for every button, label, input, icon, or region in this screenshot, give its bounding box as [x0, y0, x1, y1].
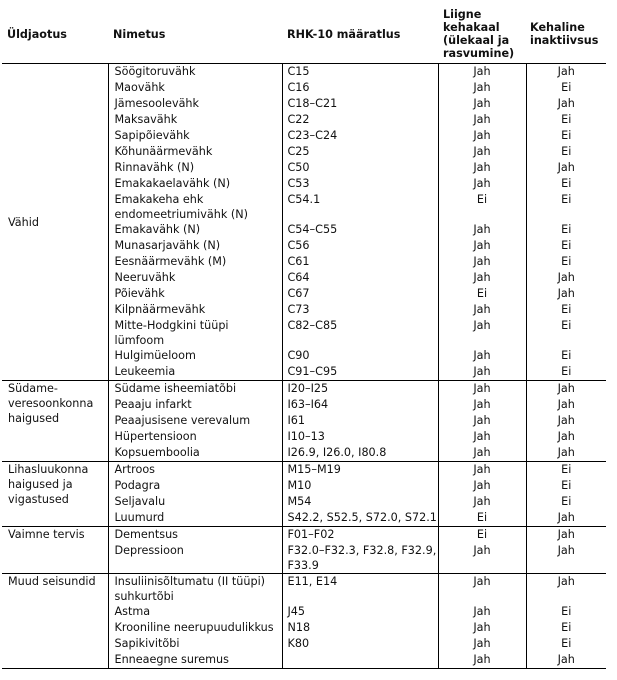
icd10-code-cell: C61	[282, 254, 438, 270]
overweight-value-cell: Jah	[438, 652, 526, 669]
inactivity-value-cell: Jah	[526, 270, 606, 286]
overweight-value-cell: Jah	[438, 478, 526, 494]
inactivity-value-cell: Jah	[526, 381, 606, 398]
inactivity-value-cell: Ei	[526, 128, 606, 144]
icd10-code-cell: C22	[282, 112, 438, 128]
inactivity-value-cell: Ei	[526, 494, 606, 510]
icd10-code-cell: C25	[282, 144, 438, 160]
disease-name-cell: Dementsus	[108, 527, 282, 544]
header-overweight-line-4: rasvumine)	[443, 47, 515, 60]
inactivity-value-cell: Jah	[526, 286, 606, 302]
inactivity-value-cell: Jah	[526, 652, 606, 669]
overweight-value-cell: Jah	[438, 364, 526, 381]
overweight-value-cell: Jah	[438, 445, 526, 462]
disease-name-cell: Rinnavähk (N)	[108, 160, 282, 176]
disease-name-cell: Enneaegne suremus	[108, 652, 282, 669]
inactivity-value-cell: Ei	[526, 192, 606, 222]
icd10-code-cell: C73	[282, 302, 438, 318]
disease-name-cell: Mitte-Hodgkini tüüpi lümfoom	[108, 318, 282, 348]
overweight-value-cell: Jah	[438, 144, 526, 160]
category-cell: Muud seisundid	[2, 574, 108, 669]
disease-name-cell: Insuliinisõltumatu (II tüüpi) suhkurtõbi	[108, 574, 282, 605]
disease-name-cell: Seljavalu	[108, 494, 282, 510]
overweight-value-cell: Ei	[438, 192, 526, 222]
overweight-value-cell: Jah	[438, 381, 526, 398]
inactivity-value-cell: Jah	[526, 64, 606, 81]
icd10-code-cell: I26.9, I26.0, I80.8	[282, 445, 438, 462]
icd10-code-cell: C16	[282, 80, 438, 96]
table-row	[2, 574, 606, 605]
disease-name-cell: Leukeemia	[108, 364, 282, 381]
disease-name-cell: Südame isheemiatõbi	[108, 381, 282, 398]
inactivity-value-cell: Ei	[526, 80, 606, 96]
icd10-code-cell: M10	[282, 478, 438, 494]
icd10-code-cell: I20–I25	[282, 381, 438, 398]
overweight-value-cell: Jah	[438, 270, 526, 286]
overweight-value-cell: Jah	[438, 254, 526, 270]
overweight-value-cell: Jah	[438, 80, 526, 96]
overweight-value-cell: Jah	[438, 160, 526, 176]
icd10-code-cell: C53	[282, 176, 438, 192]
icd10-code-cell: C18–C21	[282, 96, 438, 112]
inactivity-value-cell: Jah	[526, 543, 606, 574]
category-cell: Vaimne tervis	[2, 527, 108, 574]
overweight-value-cell: Jah	[438, 429, 526, 445]
inactivity-value-cell: Jah	[526, 527, 606, 544]
inactivity-value-cell: Ei	[526, 302, 606, 318]
disease-name-cell: Sapipõievähk	[108, 128, 282, 144]
inactivity-value-cell: Ei	[526, 364, 606, 381]
disease-name-cell: Maovähk	[108, 80, 282, 96]
inactivity-value-cell: Ei	[526, 462, 606, 479]
inactivity-value-cell: Ei	[526, 222, 606, 238]
disease-name-cell: Hüpertensioon	[108, 429, 282, 445]
table-row	[2, 381, 606, 398]
overweight-value-cell: Jah	[438, 636, 526, 652]
overweight-value-cell: Ei	[438, 510, 526, 527]
icd10-code-cell: K80	[282, 636, 438, 652]
header-row	[2, 5, 606, 64]
risk-factor-table	[2, 5, 606, 669]
icd10-code-cell: C82–C85	[282, 318, 438, 348]
icd10-code-cell: S42.2, S52.5, S72.0, S72.1	[282, 510, 438, 527]
disease-name-cell: Emakavähk (N)	[108, 222, 282, 238]
inactivity-value-cell: Ei	[526, 112, 606, 128]
table-body	[2, 64, 606, 669]
overweight-value-cell: Jah	[438, 348, 526, 364]
disease-name-cell: Peaaju infarkt	[108, 397, 282, 413]
inactivity-value-cell: Ei	[526, 348, 606, 364]
overweight-value-cell: Jah	[438, 302, 526, 318]
overweight-value-cell: Ei	[438, 527, 526, 544]
header-overweight-line-2: kehakaal	[443, 21, 500, 34]
icd10-code-cell	[282, 652, 438, 669]
inactivity-value-cell: Jah	[526, 397, 606, 413]
disease-name-cell: Söögitoruvähk	[108, 64, 282, 81]
category-cell: Lihasluukonna haigused ja vigastused	[2, 462, 108, 527]
overweight-value-cell: Jah	[438, 574, 526, 605]
header-inactivity	[526, 5, 606, 64]
overweight-value-cell: Jah	[438, 494, 526, 510]
inactivity-value-cell: Jah	[526, 160, 606, 176]
disease-name-cell: Maksavähk	[108, 112, 282, 128]
inactivity-value-cell: Jah	[526, 510, 606, 527]
inactivity-value-cell: Ei	[526, 144, 606, 160]
inactivity-value-cell: Ei	[526, 254, 606, 270]
icd10-code-cell: F32.0–F32.3, F32.8, F32.9, F33.9	[282, 543, 438, 574]
inactivity-value-cell: Ei	[526, 176, 606, 192]
icd10-code-cell: C67	[282, 286, 438, 302]
header-inactivity-line-2: inaktiivsus	[530, 34, 599, 47]
disease-name-cell: Peaajusisene verevalum	[108, 413, 282, 429]
header-overweight	[438, 5, 526, 64]
disease-name-cell: Astma	[108, 604, 282, 620]
header-icd10: RHK-10 määratlus	[282, 5, 438, 64]
overweight-value-cell: Jah	[438, 318, 526, 348]
inactivity-value-cell: Jah	[526, 445, 606, 462]
icd10-code-cell: C64	[282, 270, 438, 286]
inactivity-value-cell: Ei	[526, 238, 606, 254]
overweight-value-cell: Jah	[438, 397, 526, 413]
disease-name-cell: Kõhunäärmevähk	[108, 144, 282, 160]
disease-name-cell: Põievähk	[108, 286, 282, 302]
icd10-code-cell: I63–I64	[282, 397, 438, 413]
overweight-value-cell: Jah	[438, 238, 526, 254]
overweight-value-cell: Jah	[438, 222, 526, 238]
overweight-value-cell: Jah	[438, 64, 526, 81]
overweight-value-cell: Jah	[438, 176, 526, 192]
disease-name-cell: Hulgimüeloom	[108, 348, 282, 364]
overweight-value-cell: Jah	[438, 112, 526, 128]
header-overweight-line-1: Liigne	[443, 8, 482, 21]
icd10-code-cell: N18	[282, 620, 438, 636]
icd10-code-cell: C23–C24	[282, 128, 438, 144]
header-overweight-line-3: (ülekaal ja	[443, 34, 510, 47]
table-row	[2, 64, 606, 81]
disease-name-cell: Kilpnäärmevähk	[108, 302, 282, 318]
inactivity-value-cell: Jah	[526, 96, 606, 112]
header-inactivity-line-1: Kehaline	[530, 21, 585, 34]
disease-name-cell: Emakakaelavähk (N)	[108, 176, 282, 192]
icd10-code-cell: I61	[282, 413, 438, 429]
overweight-value-cell: Jah	[438, 620, 526, 636]
overweight-value-cell: Jah	[438, 128, 526, 144]
inactivity-value-cell: Ei	[526, 620, 606, 636]
table-row	[2, 462, 606, 479]
overweight-value-cell: Jah	[438, 543, 526, 574]
icd10-code-cell: E11, E14	[282, 574, 438, 605]
overweight-value-cell: Jah	[438, 462, 526, 479]
icd10-code-cell: C91–C95	[282, 364, 438, 381]
inactivity-value-cell: Jah	[526, 413, 606, 429]
disease-name-cell: Krooniline neerupuudulikkus	[108, 620, 282, 636]
icd10-code-cell: F01–F02	[282, 527, 438, 544]
overweight-value-cell: Jah	[438, 604, 526, 620]
disease-name-cell: Sapikivitõbi	[108, 636, 282, 652]
disease-name-cell: Artroos	[108, 462, 282, 479]
disease-name-cell: Kopsuemboolia	[108, 445, 282, 462]
category-cell: Vähid	[2, 64, 108, 381]
disease-name-cell: Eesnäärmevähk (M)	[108, 254, 282, 270]
icd10-code-cell: C54.1	[282, 192, 438, 222]
inactivity-value-cell: Ei	[526, 318, 606, 348]
overweight-value-cell: Jah	[438, 413, 526, 429]
overweight-value-cell: Ei	[438, 286, 526, 302]
disease-name-cell: Depressioon	[108, 543, 282, 574]
icd10-code-cell: C50	[282, 160, 438, 176]
header-name: Nimetus	[108, 5, 282, 64]
overweight-value-cell: Jah	[438, 96, 526, 112]
category-cell: Südame-veresoonkonna haigused	[2, 381, 108, 462]
icd10-code-cell: C90	[282, 348, 438, 364]
icd10-code-cell: C15	[282, 64, 438, 81]
inactivity-value-cell: Ei	[526, 478, 606, 494]
header-category: Üldjaotus	[2, 5, 108, 64]
icd10-code-cell: C54–C55	[282, 222, 438, 238]
disease-name-cell: Neeruvähk	[108, 270, 282, 286]
icd10-code-cell: M15–M19	[282, 462, 438, 479]
disease-name-cell: Podagra	[108, 478, 282, 494]
inactivity-value-cell: Jah	[526, 574, 606, 605]
icd10-code-cell: J45	[282, 604, 438, 620]
inactivity-value-cell: Ei	[526, 636, 606, 652]
inactivity-value-cell: Jah	[526, 429, 606, 445]
icd10-code-cell: I10–13	[282, 429, 438, 445]
icd10-code-cell: C56	[282, 238, 438, 254]
table-row	[2, 527, 606, 544]
disease-name-cell: Munasarjavähk (N)	[108, 238, 282, 254]
disease-name-cell: Emakakeha ehk endomeetriumivähk (N)	[108, 192, 282, 222]
inactivity-value-cell: Ei	[526, 604, 606, 620]
disease-name-cell: Jämesoolevähk	[108, 96, 282, 112]
icd10-code-cell: M54	[282, 494, 438, 510]
disease-name-cell: Luumurd	[108, 510, 282, 527]
